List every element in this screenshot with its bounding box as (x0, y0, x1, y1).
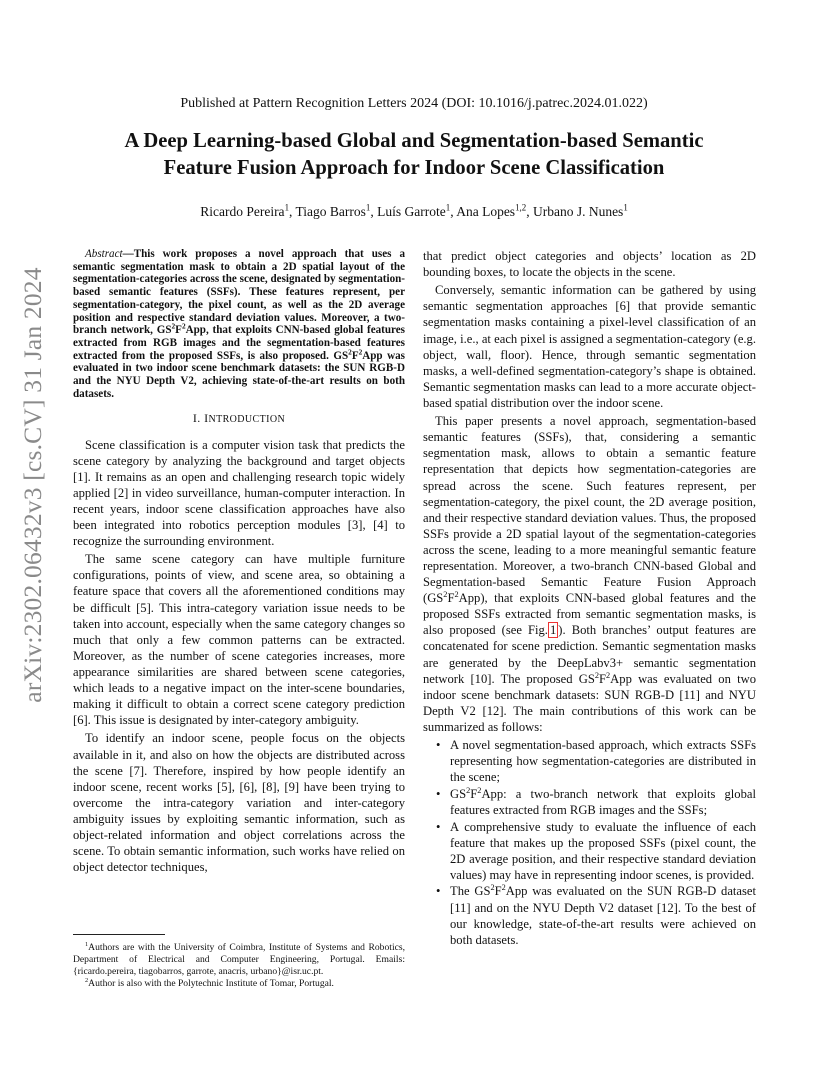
body-paragraph: that predict object categories and objects’ location as 2D bounding boxes, to locate the objects in the scene. (423, 249, 756, 280)
intro-paragraph: The same scene category can have multiple furniture configurations, points of view, and scene area, so obtaining a feature space that covers all the aforementioned conditions may be difficult [5]. This intra-category variation issue needs to be taken into account, especially when the same category changes so much that only a few common patterns can be extracted. Moreover, as the number of scene categories increases, more appearance similarities are shared between scene categories, which leads to a negative impact on the inter-scene boundaries, making it difficult to obtain a correct scene category prediction [6]. This issue is designated by inter-category ambiguity. (73, 552, 405, 728)
footnote: $^2$Author is also with the Polytechnic Institute of Tomar, Portugal. (85, 976, 334, 989)
author: Luís Garrote$^1$, (377, 202, 457, 219)
intro-paragraph: Scene classification is a computer vision task that predicts the scene category by analyzing the background and target objects [1]. It remains as an open and challenging research topic widely applied [2] in video surveillance, human-computer interaction. In recent years, indoor scene classification approaches have also been integrated into robotics perception modules [3], [4] to recognize the surrounding environment. (73, 437, 405, 549)
body-paragraph: Conversely, semantic information can be gathered by using semantic segmentation approaches [6] that provide semantic segmentation masks containing a pixel-level classification of an image, i.e., at each pixel is assigned a segmentation-category (e.g. object, wall, floor). Hence, through semantic segmentation masks, a well-defined segmentation-category’s shape is obtained. Semantic segmentation masks can lead to a more accurate object-based spatial distribution over the indoor scene. (423, 283, 756, 410)
footnote: $^1$Authors are with the University of Coimbra, Institute of Systems and Robotics, Department of Electrical and Computer Engineering, Portugal. Emails: {ricardo.pereira, tiagobarros, garrote, anacris, urbano}@isr.uc.pt. (73, 940, 405, 977)
list-item: • A comprehensive study to evaluate the influence of each feature that makes up the proposed SSFs (pixel count, the 2D average position, and their respective standard deviation values) may have in representing indoor scenes, is provided. (423, 819, 756, 883)
section-heading-introduction: I. INTRODUCTION (192, 411, 286, 426)
footnotes (73, 942, 405, 990)
abstract: Abstract—This work proposes a novel approach that uses a semantic segmentation mask to obtain a 2D spatial layout of the segmentation-categories across the scene, designated by segmentation-based semantic features (SSFs). These features represent, per segmentation-category, the pixel count, as well as the 2D average position and respective standard deviation values. Moreover, a two-branch network, $GS^2F^2App$, that exploits CNN-based global features extracted from RGB images and the segmentation-based features extracted from the proposed SSFs, is also proposed. $GS^2F^2App$ was evaluated in two indoor scene benchmark datasets: the SUN RGB-D and the NYU Depth V2, achieving state-of-the-art results on both datasets. (73, 248, 405, 400)
footnote-divider (73, 934, 165, 935)
arxiv-stamp (18, 267, 48, 703)
author: Urbano J. Nunes$^1$ (532, 202, 628, 219)
publication-header: Published at Pattern Recognition Letters 2024 (DOI: 10.1016/j.patrec.2024.01.022) (180, 96, 648, 111)
author-list (0, 204, 828, 220)
left-column (73, 248, 405, 877)
author: Ricardo Pereira$^1$, (200, 202, 296, 219)
right-column (423, 248, 756, 948)
author: Ana Lopes$^{1,2}$, (456, 202, 533, 219)
list-item: • $GS^2F^2App$: a two-branch network that exploits global features extracted from RGB images and the SSFs; (423, 786, 756, 818)
title-line-1: A Deep Learning-based Global and Segmentation-based Semantic (124, 130, 704, 152)
arxiv-id-text: arXiv:2302.06432v3 [cs.CV] 31 Jan 2024 (18, 267, 47, 703)
body-paragraph: This paper presents a novel approach, segmentation-based semantic features (SSFs), that, considering a semantic segmentation mask, allows to obtain a semantic feature representation that depicts how segmentation-categories are spread across the scene. Such features represent, per segmentation-category, the pixel count, the 2D average position, and their respective standard deviation values. Thus, the proposed SSFs provide a 2D spatial layout of the segmentation-categories across the scene, leading to a more meaningful semantic feature representation. Moreover, a two-branch CNN-based Global and Segmentation-based Semantic Feature Fusion Approach $(GS^2F^2App)$, that exploits CNN-based global features and the proposed SSFs extracted from semantic segmentation masks, is also proposed (see Fig. 1 ). Both branches’ output features are concatenated for scene prediction. Semantic segmentation masks are generated by the DeepLabv3+ semantic segmentation network [10]. The proposed $GS^2F^2App$ was evaluated on two indoor scene benchmark datasets: SUN RGB-D [11] and NYU Depth V2 [12]. The main contributions of this work can be summarized as follows: (423, 414, 756, 734)
list-item: • A novel segmentation-based approach, which extracts SSFs representing how segmentation-categories are distributed in the scene; (423, 737, 756, 785)
contributions-list (423, 737, 756, 948)
title-line-2: Feature Fusion Approach for Indoor Scene Classification (163, 157, 665, 179)
list-item: • The $GS^2F^2App$ was evaluated on the SUN RGB-D dataset [11] and on the NYU Depth V2 dataset [12]. To the best of our knowledge, state-of-the-art results were achieved on both datasets. (423, 883, 756, 947)
abstract-label: Abstract (85, 248, 123, 260)
intro-paragraph: To identify an indoor scene, people focus on the objects available in it, and also on how the objects are distributed across the scene [7]. Therefore, inspired by how people identify an indoor scene, recent works [5], [6], [8], [9] have been trying to overcome the intra-category variation and inter-category ambiguity issues by exploiting semantic information, such as object-related information and object correlations across the scene. To obtain semantic information, such works have relied on object detector techniques, (73, 731, 405, 875)
figure-reference-link[interactable]: 1 (549, 623, 557, 638)
paper-title (80, 128, 748, 182)
author: Tiago Barros$^1$, (295, 202, 378, 219)
